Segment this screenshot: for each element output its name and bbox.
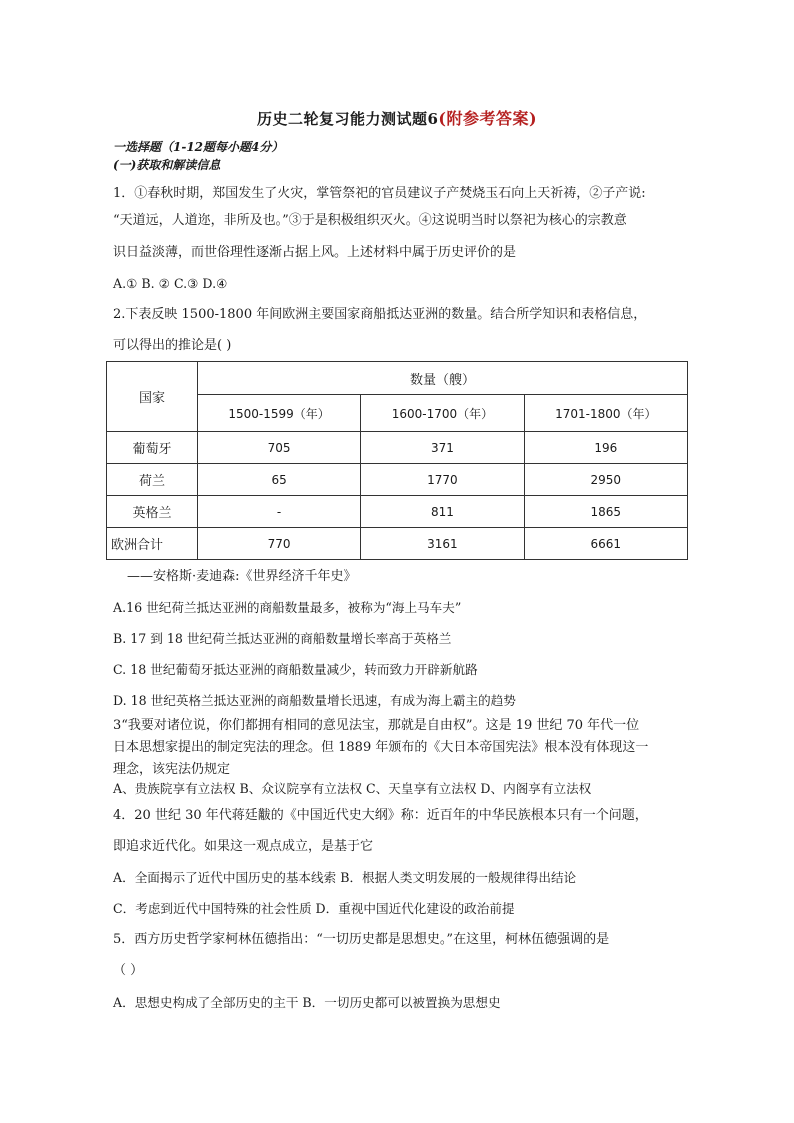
table-row [107,464,688,496]
page-title [0,106,794,129]
table-value-cell: 705 [197,432,360,464]
table-period-header: 1600-1700（年） [361,395,524,432]
q1-line2: “天道远，人道迩，非所及也。”③于是积极组织灭火。④这说明当时以祭祀为核心的宗教意 [113,213,627,228]
section-heading-choice: 一选择题（1-12题每小题4分） [113,140,284,154]
q3-options: A、贵族院享有立法权 B、众议院享有立法权 C、天皇享有立法权 D、内阁享有立法权 [113,781,592,796]
table-value-cell: 371 [361,432,524,464]
table-source: ——安格斯·麦迪森:《世界经济千年史》 [127,569,357,584]
table-value-cell: 3161 [361,528,524,560]
table-row [107,528,688,560]
table-period-header: 1500-1599（年） [197,395,360,432]
q2-line1: 2.下表反映 1500-1800 年间欧洲主要国家商船抵达亚洲的数量。结合所学知识和表格信息， [113,307,647,322]
subsection-heading: (一)获取和解读信息 [113,158,221,172]
table-value-cell: 65 [197,464,360,496]
q4-options-ab: A．全面揭示了近代中国历史的基本线索 B．根据人类文明发展的一般规律得出结论 [113,870,577,885]
table-country-cell: 荷兰 [107,464,198,496]
table-value-cell: 6661 [524,528,687,560]
table-value-cell: 1770 [361,464,524,496]
table-row [107,432,688,464]
title-main: 历史二轮复习能力测试题6 [256,110,439,128]
table-value-cell: 770 [197,528,360,560]
table-country-cell: 欧洲合计 [107,528,198,560]
q2-option-c: C. 18 世纪葡萄牙抵达亚洲的商船数量减少，转而致力开辟新航路 [113,662,478,677]
table-corner-header: 国家 [107,362,198,432]
q3-line1: 3“我要对诸位说，你们都拥有相同的意见法宝，那就是自由权”。这是 19 世纪 70 年代一位 [113,718,640,733]
table-value-cell: 2950 [524,464,687,496]
table-country-cell: 葡萄牙 [107,432,198,464]
q5-line1: 5．西方历史哲学家柯林伍德指出：“一切历史都是思想史。”在这里，柯林伍德强调的是 [113,932,610,947]
q1-line1: 1．①春秋时期，郑国发生了火灾，掌管祭祀的官员建议子产焚烧玉石向上天祈祷，②子产说: [113,186,646,201]
ship-count-table [106,361,688,560]
q4-line2: 即追求近代化。如果这一观点成立，是基于它 [113,839,374,854]
q3-line2: 日本思想家提出的制定宪法的理念。但 1889 年颁布的《大日本帝国宪法》根本没有体现这一 [113,740,649,755]
table-quantity-header: 数量（艘） [197,362,687,395]
title-answer-note: (附参考答案) [438,109,538,128]
table-value-cell: - [197,496,360,528]
table-row [107,496,688,528]
q5-line2: （ ） [113,963,144,978]
q2-option-d: D. 18 世纪英格兰抵达亚洲的商船数量增长迅速，有成为海上霸主的趋势 [113,693,516,708]
q2-line2: 可以得出的推论是( ) [113,338,232,353]
table-value-cell: 196 [524,432,687,464]
table-value-cell: 811 [361,496,524,528]
q1-line3: 识日益淡薄，而世俗理性逐渐占据上风。上述材料中属于历史评价的是 [113,245,517,260]
q4-line1: 4．20 世纪 30 年代蒋廷黻的《中国近代史大纲》称：近百年的中华民族根本只有一个问题， [113,808,648,823]
q5-options-ab: A．思想史构成了全部历史的主干 B．一切历史都可以被置换为思想史 [113,995,501,1010]
table-value-cell: 1865 [524,496,687,528]
table-country-cell: 英格兰 [107,496,198,528]
q3-line3: 理念，该宪法仍规定 [113,762,231,777]
q4-options-cd: C．考虑到近代中国特殊的社会性质 D．重视中国近代化建设的政治前提 [113,901,515,916]
q1-options: A.① B. ② C.③ D.④ [113,276,228,291]
q2-option-b: B. 17 到 18 世纪荷兰抵达亚洲的商船数量增长率高于英格兰 [113,631,452,646]
q2-option-a: A.16 世纪荷兰抵达亚洲的商船数量最多，被称为“海上马车夫” [113,600,462,615]
table-period-header: 1701-1800（年） [524,395,687,432]
